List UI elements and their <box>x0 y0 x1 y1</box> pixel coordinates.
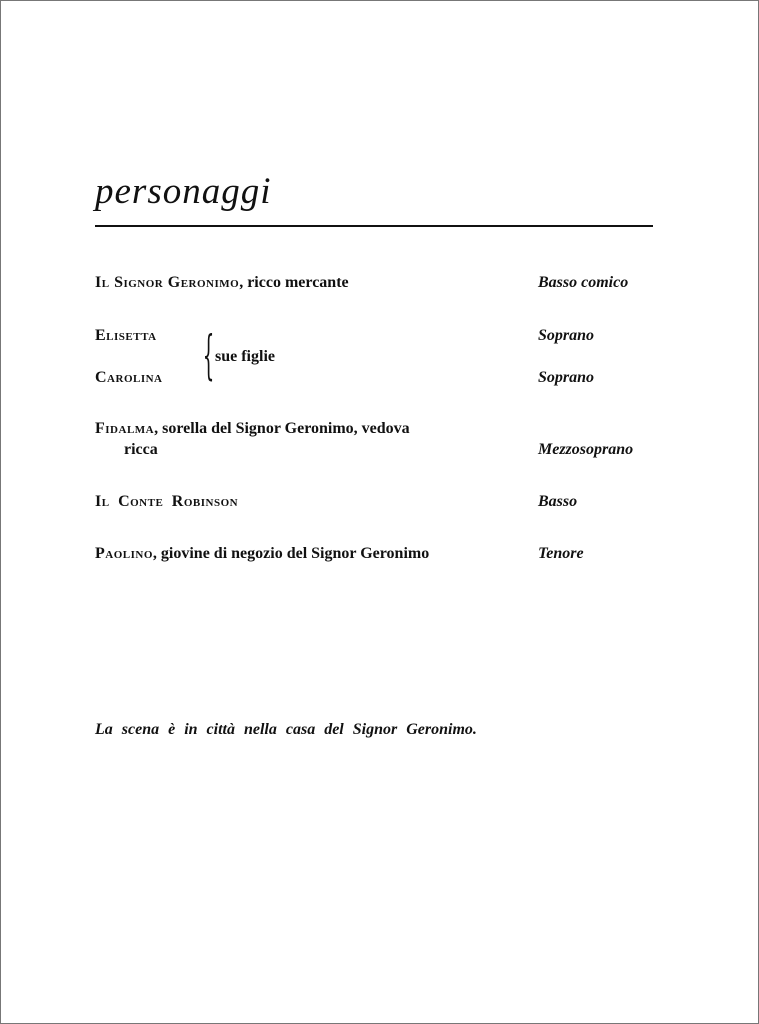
voice-elisetta: Soprano <box>538 327 595 344</box>
voice-robinson: Basso <box>538 493 578 510</box>
character-desc: , sorella del Signor Geronimo, vedova <box>154 420 410 437</box>
character-fidalma-desc2: ricca <box>124 441 158 458</box>
group-label: sue figlie <box>215 348 275 365</box>
voice-carolina: Soprano <box>538 369 595 386</box>
brace-icon: { <box>202 326 215 386</box>
character-name: Il Signor Geronimo <box>95 274 240 291</box>
title-underline <box>95 225 653 227</box>
character-carolina: Carolina <box>95 369 163 386</box>
scene-note: La scena è in città nella casa del Signor Geronimo. <box>95 721 477 738</box>
character-desc: , ricco mercante <box>239 274 349 291</box>
character-paolino <box>95 545 429 563</box>
character-desc: , giovine di negozio del Signor Geronimo <box>152 545 430 562</box>
voice-fidalma: Mezzosoprano <box>538 441 634 458</box>
character-name: Paolino <box>95 545 153 562</box>
voice-paolino: Tenore <box>538 545 584 562</box>
character-robinson: Il Conte Robinson <box>95 493 239 510</box>
voice-geronimo: Basso comico <box>538 274 629 291</box>
character-geronimo <box>95 274 349 292</box>
page-title: personaggi <box>95 171 272 212</box>
character-fidalma <box>95 420 410 438</box>
character-elisetta: Elisetta <box>95 327 157 344</box>
character-name: Fidalma <box>95 420 155 437</box>
